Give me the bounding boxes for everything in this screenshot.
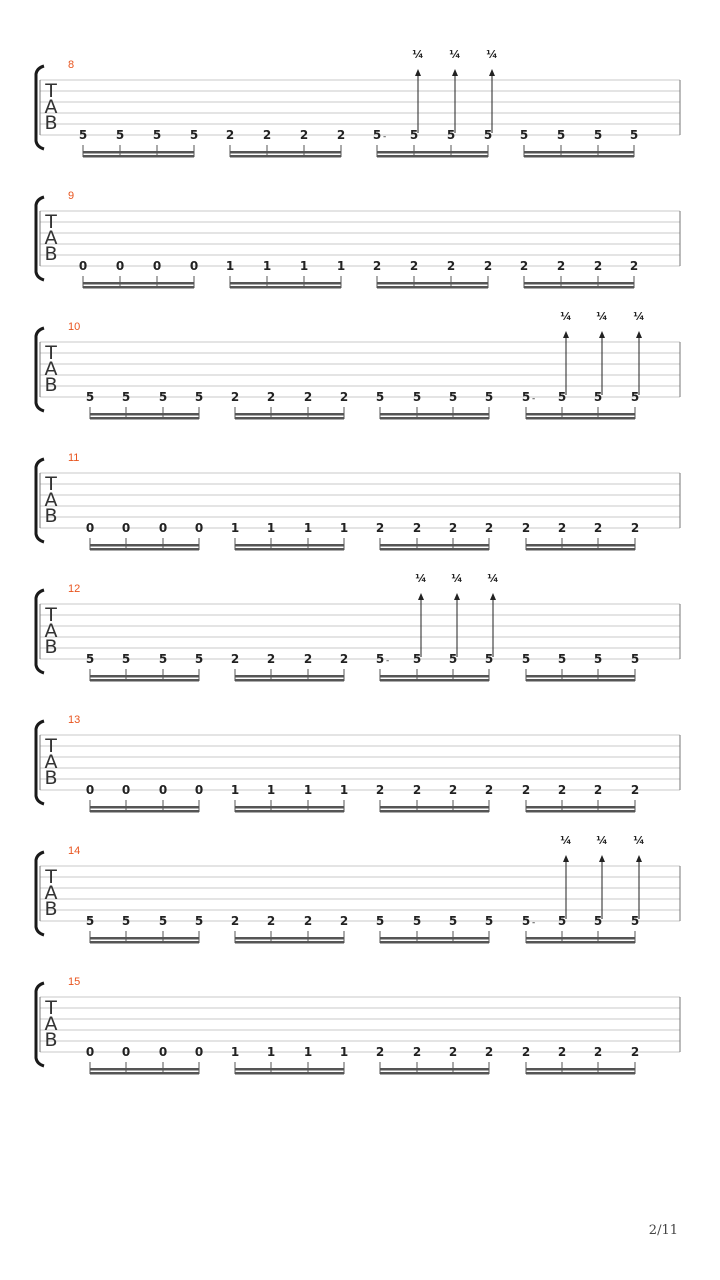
beam [526,1068,635,1071]
measure-number: 13 [68,714,81,726]
tab-clef-letter: T [45,473,57,495]
fret-number: 5 [521,652,531,666]
bend-arrowhead [636,331,642,338]
beam [526,937,635,940]
fret-number: 2 [375,1045,385,1059]
fret-number: 2 [630,521,640,535]
bend-arrowhead [454,593,460,600]
measure-number: 14 [68,845,81,857]
bend-label: ¼ [412,48,424,61]
tab-clef-letter: B [44,898,58,920]
fret-number: 1 [299,259,309,273]
beam [380,937,489,940]
bend-arrowhead [599,331,605,338]
beam [90,417,199,420]
tab-system [36,572,680,682]
beam [380,1072,489,1075]
fret-number: 0 [85,1045,95,1059]
bend-label: ¼ [487,572,499,585]
slide-mark: - [383,132,387,142]
fret-number: 5 [593,128,603,142]
beam [235,413,344,416]
fret-number: 5 [409,128,419,142]
bend-arrowhead [563,855,569,862]
beam [526,413,635,416]
fret-number: 5 [483,128,493,142]
fret-number: 2 [556,259,566,273]
bend-label: ¼ [633,310,645,323]
beam [90,679,199,682]
tab-clef-letter: T [45,80,57,102]
fret-number: 0 [121,1045,131,1059]
fret-number: 5 [557,914,567,928]
fret-number: 1 [262,259,272,273]
fret-number: 5 [158,652,168,666]
tab-system [36,976,680,1075]
fret-number: 0 [121,783,131,797]
bend-label: ¼ [560,834,572,847]
tab-clef-letter: T [45,735,57,757]
beam [90,675,199,678]
fret-number: 1 [303,783,313,797]
tab-clef-letter: B [44,636,58,658]
tab-clef-letter: B [44,374,58,396]
fret-number: 5 [375,914,385,928]
fret-number: 2 [262,128,272,142]
beam [377,286,488,289]
tab-clef-letter: A [44,489,58,511]
fret-number: 1 [336,259,346,273]
beam [380,806,489,809]
bend-arrowhead [418,593,424,600]
beam [83,151,194,154]
fret-number: 5 [85,914,95,928]
fret-number: 5 [194,390,204,404]
fret-number: 2 [521,1045,531,1059]
fret-number: 2 [593,1045,603,1059]
fret-number: 5 [448,390,458,404]
tab-clef-letter: A [44,227,58,249]
fret-number: 5 [629,128,639,142]
fret-number: 1 [303,1045,313,1059]
beam [90,544,199,547]
fret-number: 0 [158,783,168,797]
fret-number: 0 [115,259,125,273]
fret-number: 2 [593,521,603,535]
fret-number: 5 [412,914,422,928]
tab-clef-letter: T [45,604,57,626]
beam [524,282,634,285]
fret-number: 0 [194,521,204,535]
fret-number: 2 [303,652,313,666]
tab-system [36,834,680,944]
bend-arrowhead [415,69,421,76]
fret-number: 5 [85,390,95,404]
beam [380,548,489,551]
fret-number: 2 [593,259,603,273]
beam [90,413,199,416]
fret-number: 5 [484,390,494,404]
fret-number: 5 [593,652,603,666]
beam [235,810,344,813]
bend-arrowhead [489,69,495,76]
tab-system [36,48,680,158]
fret-number: 2 [336,128,346,142]
fret-number: 2 [630,1045,640,1059]
fret-number: 5 [152,128,162,142]
fret-number: 5 [412,390,422,404]
measure-number: 8 [68,59,75,71]
fret-number: 5 [630,390,640,404]
tab-clef-letter: B [44,505,58,527]
fret-number: 5 [121,390,131,404]
fret-number: 2 [412,1045,422,1059]
fret-number: 0 [189,259,199,273]
fret-number: 0 [85,783,95,797]
beam [380,679,489,682]
fret-number: 1 [230,521,240,535]
fret-number: 0 [152,259,162,273]
beam [524,286,634,289]
fret-number: 2 [446,259,456,273]
slide-mark: - [532,394,536,404]
beam [380,1068,489,1071]
fret-number: 2 [521,783,531,797]
fret-number: 2 [303,390,313,404]
beam [380,941,489,944]
fret-number: 2 [483,259,493,273]
beam [526,806,635,809]
beam [90,806,199,809]
tab-clef-letter: A [44,620,58,642]
tab-system [36,452,680,551]
fret-number: 2 [225,128,235,142]
fret-number: 5 [85,652,95,666]
fret-number: 2 [230,652,240,666]
beam [235,675,344,678]
beam [235,544,344,547]
beam [230,286,341,289]
fret-number: 0 [85,521,95,535]
measure-number: 9 [68,190,75,202]
fret-number: 5 [630,652,640,666]
beam [377,151,488,154]
bend-label: ¼ [596,310,608,323]
beam [377,282,488,285]
measure-number: 15 [68,976,81,988]
bend-arrowhead [452,69,458,76]
fret-number: 2 [521,521,531,535]
beam [235,1068,344,1071]
beam [230,155,341,158]
beam [90,1072,199,1075]
fret-number: 5 [194,914,204,928]
bend-label: ¼ [596,834,608,847]
fret-number: 0 [194,1045,204,1059]
beam [230,282,341,285]
tab-clef-letter: A [44,882,58,904]
tab-clef-letter: B [44,243,58,265]
tab-clef-letter: B [44,767,58,789]
fret-number: 5 [446,128,456,142]
beam [90,548,199,551]
fret-number: 0 [78,259,88,273]
tab-clef-letter: B [44,1029,58,1051]
beam [380,810,489,813]
tab-clef-letter: A [44,96,58,118]
fret-number: 0 [121,521,131,535]
tab-clef-letter: A [44,358,58,380]
beam [380,417,489,420]
beam [90,941,199,944]
bend-label: ¼ [449,48,461,61]
fret-number: 0 [158,521,168,535]
fret-number: 5 [557,390,567,404]
fret-number: 2 [630,783,640,797]
tab-system [36,714,680,813]
fret-number: 1 [339,521,349,535]
beam [235,679,344,682]
fret-number: 5 [556,128,566,142]
bend-label: ¼ [560,310,572,323]
tab-clef-letter: T [45,342,57,364]
fret-number: 1 [230,783,240,797]
beam [526,548,635,551]
beam [526,544,635,547]
bend-label: ¼ [486,48,498,61]
beam [90,810,199,813]
beam [526,1072,635,1075]
fret-number: 2 [409,259,419,273]
fret-number: 5 [521,914,531,928]
slide-mark: - [386,656,390,666]
tab-clef-letter: A [44,1013,58,1035]
fret-number: 2 [299,128,309,142]
bend-arrowhead [599,855,605,862]
beam [377,155,488,158]
beam [526,810,635,813]
fret-number: 1 [303,521,313,535]
fret-number: 2 [484,1045,494,1059]
fret-number: 2 [375,521,385,535]
beam [83,286,194,289]
beam [83,155,194,158]
fret-number: 2 [557,783,567,797]
fret-number: 1 [225,259,235,273]
tab-system [36,190,680,289]
beam [526,417,635,420]
fret-number: 2 [448,521,458,535]
fret-number: 5 [375,390,385,404]
beam [235,1072,344,1075]
fret-number: 5 [412,652,422,666]
fret-number: 0 [194,783,204,797]
fret-number: 5 [448,652,458,666]
fret-number: 2 [303,914,313,928]
fret-number: 2 [339,914,349,928]
beam [380,413,489,416]
page-number: 2/11 [648,1223,678,1238]
beam [380,544,489,547]
fret-number: 2 [230,914,240,928]
beam [524,155,634,158]
fret-number: 2 [266,914,276,928]
fret-number: 2 [372,259,382,273]
bend-arrowhead [490,593,496,600]
fret-number: 2 [484,521,494,535]
fret-number: 5 [158,914,168,928]
beam [235,937,344,940]
tab-system [36,310,680,420]
fret-number: 1 [339,783,349,797]
bend-arrowhead [563,331,569,338]
fret-number: 1 [266,521,276,535]
fret-number: 5 [372,128,382,142]
beam [380,675,489,678]
tab-clef-letter: T [45,997,57,1019]
measure-number: 12 [68,583,81,595]
slide-mark: - [532,918,536,928]
beam [235,417,344,420]
fret-number: 1 [266,1045,276,1059]
fret-number: 5 [158,390,168,404]
bend-arrowhead [636,855,642,862]
fret-number: 5 [189,128,199,142]
fret-number: 1 [230,1045,240,1059]
beam [526,675,635,678]
fret-number: 5 [194,652,204,666]
fret-number: 5 [519,128,529,142]
bend-label: ¼ [415,572,427,585]
fret-number: 5 [78,128,88,142]
tab-clef-letter: T [45,211,57,233]
fret-number: 2 [448,1045,458,1059]
fret-number: 5 [557,652,567,666]
beam [235,548,344,551]
tab-clef-letter: B [44,112,58,134]
fret-number: 5 [593,914,603,928]
fret-number: 1 [339,1045,349,1059]
fret-number: 5 [630,914,640,928]
fret-number: 5 [121,914,131,928]
fret-number: 5 [484,652,494,666]
beam [90,1068,199,1071]
beam [526,941,635,944]
fret-number: 2 [484,783,494,797]
beam [230,151,341,154]
fret-number: 5 [593,390,603,404]
fret-number: 2 [266,390,276,404]
fret-number: 5 [375,652,385,666]
tab-clef-letter: T [45,866,57,888]
fret-number: 5 [115,128,125,142]
tab-clef-letter: A [44,751,58,773]
measure-number: 11 [68,452,80,464]
beam [235,941,344,944]
fret-number: 5 [448,914,458,928]
fret-number: 2 [230,390,240,404]
beam [90,937,199,940]
fret-number: 5 [484,914,494,928]
beam [524,151,634,154]
measure-number: 10 [68,321,81,333]
fret-number: 2 [412,783,422,797]
fret-number: 2 [448,783,458,797]
fret-number: 2 [412,521,422,535]
fret-number: 2 [593,783,603,797]
beam [83,282,194,285]
fret-number: 2 [339,390,349,404]
fret-number: 2 [519,259,529,273]
bend-label: ¼ [451,572,463,585]
fret-number: 2 [266,652,276,666]
fret-number: 2 [339,652,349,666]
bend-label: ¼ [633,834,645,847]
beam [526,679,635,682]
fret-number: 2 [375,783,385,797]
fret-number: 5 [521,390,531,404]
fret-number: 2 [557,1045,567,1059]
fret-number: 0 [158,1045,168,1059]
fret-number: 2 [557,521,567,535]
fret-number: 1 [266,783,276,797]
beam [235,806,344,809]
fret-number: 5 [121,652,131,666]
fret-number: 2 [629,259,639,273]
